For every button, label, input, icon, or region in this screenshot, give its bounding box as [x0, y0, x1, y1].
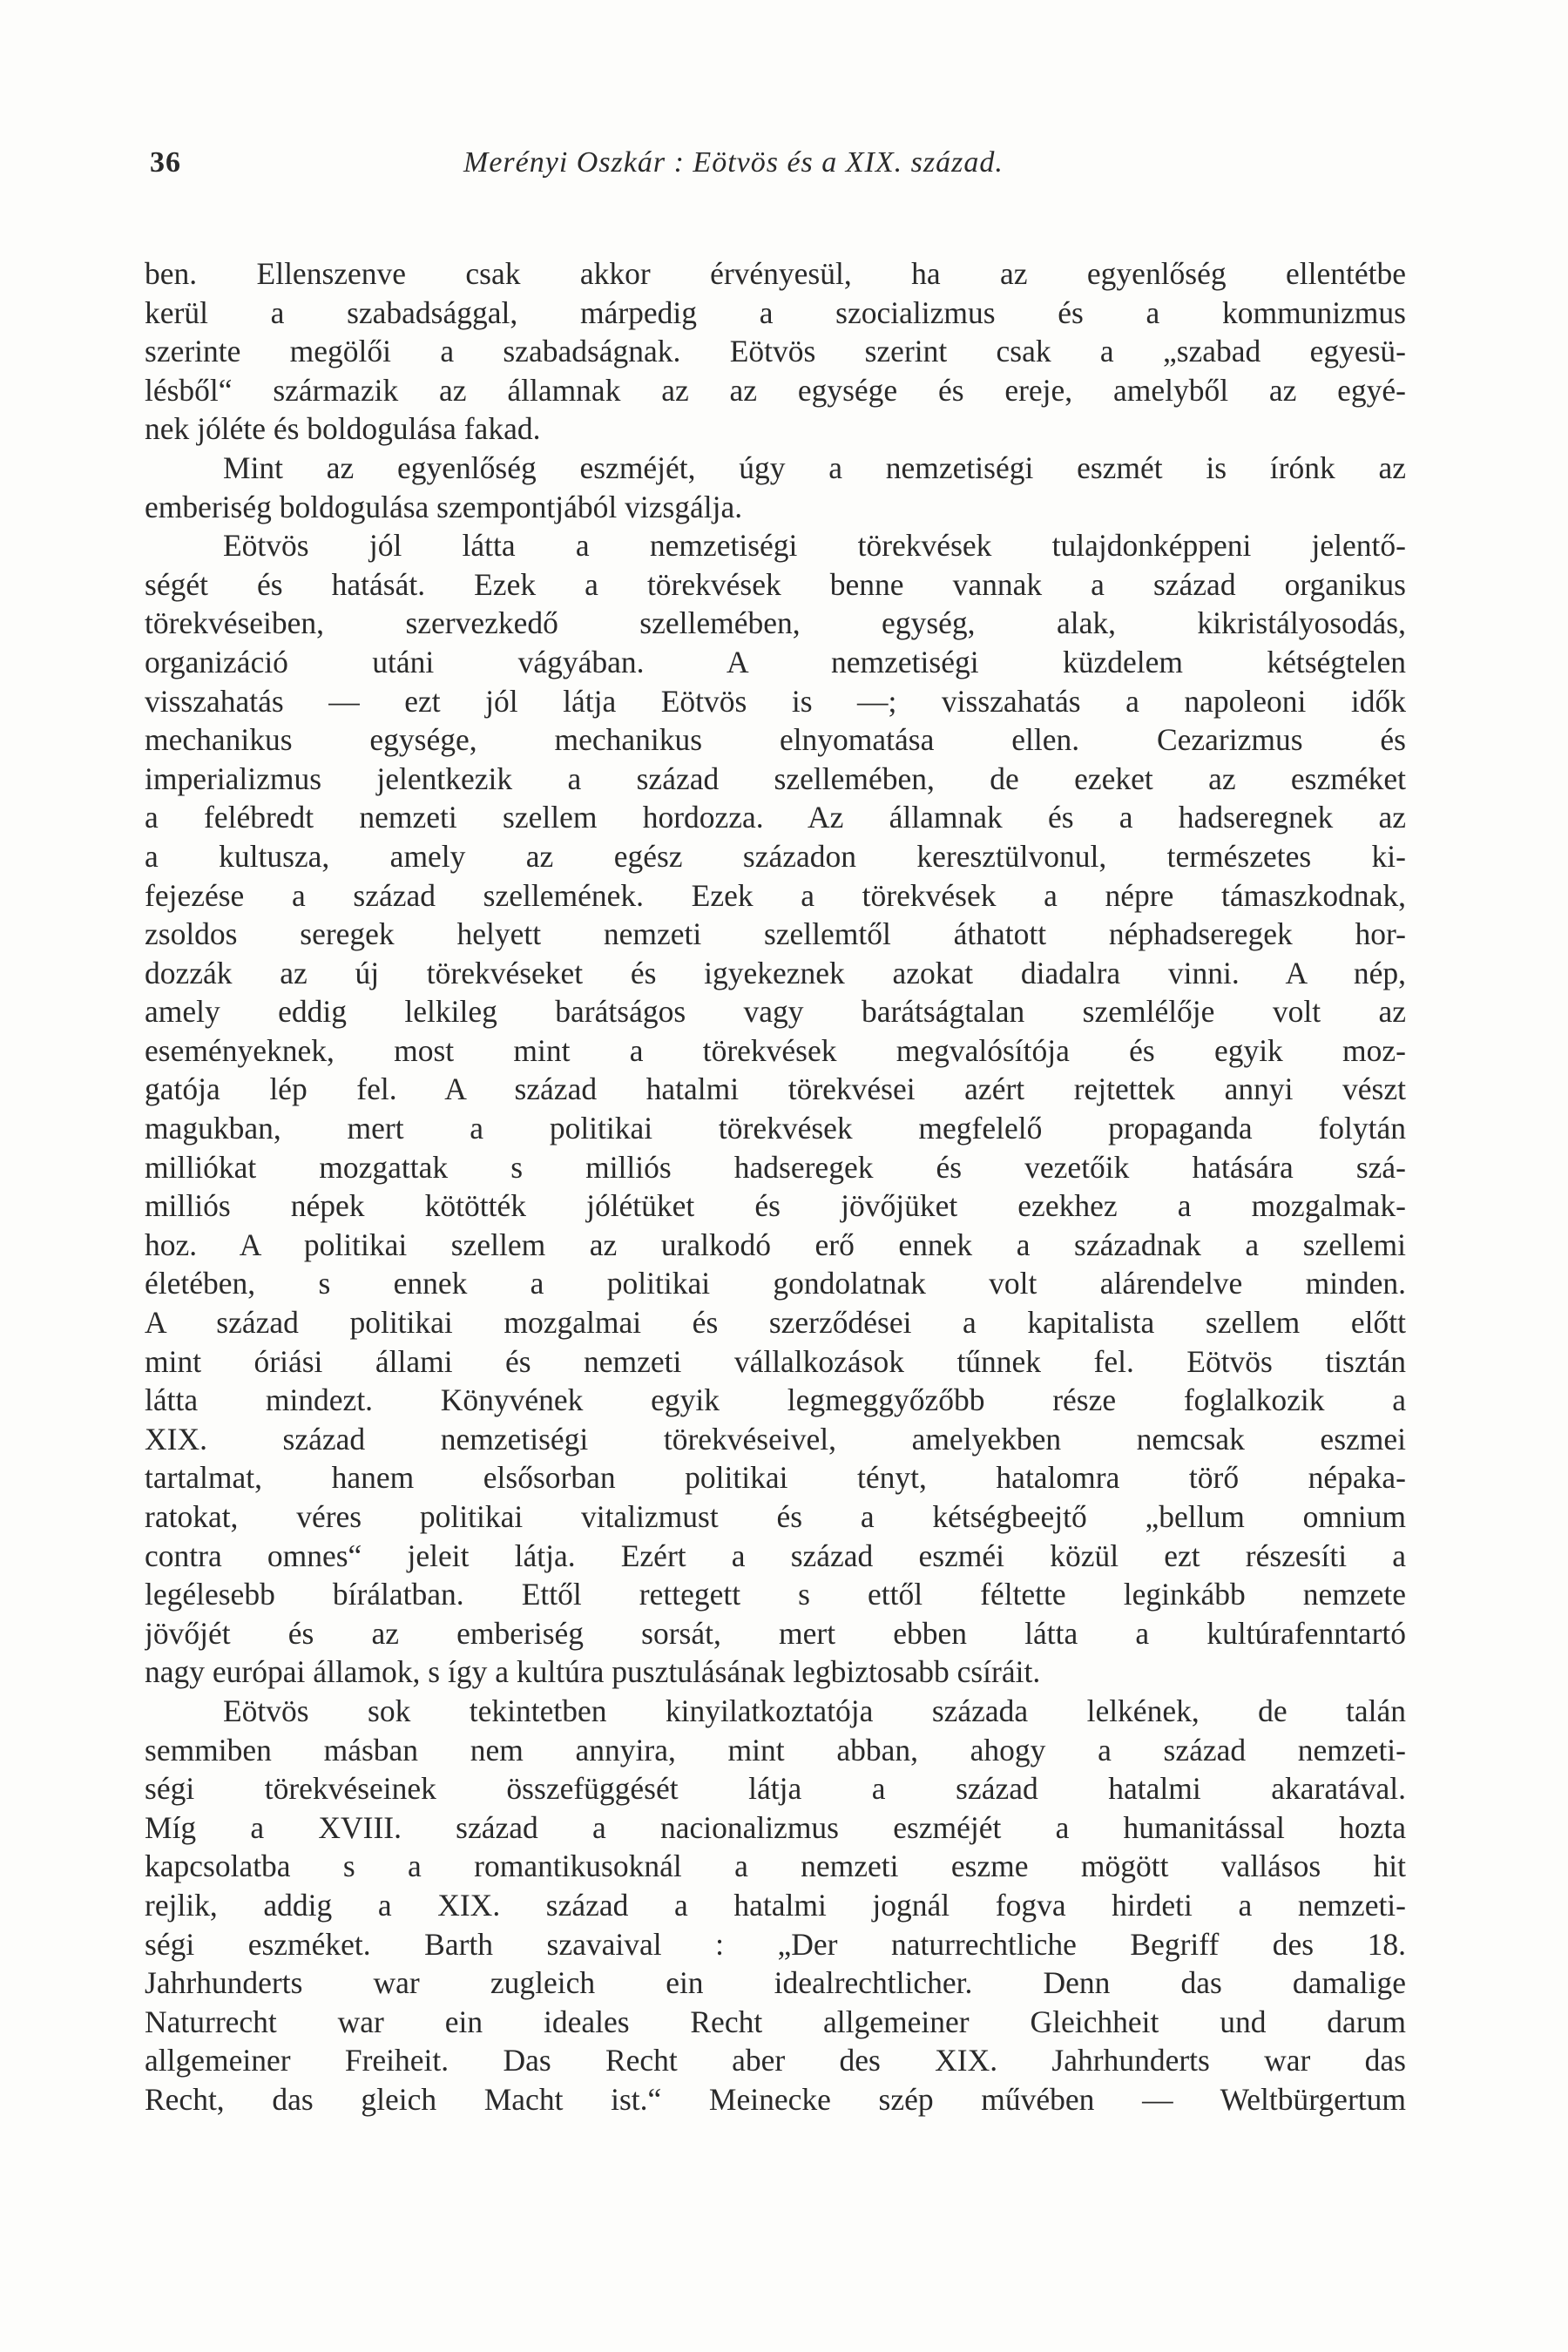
text-line: ségi törekvéseinek összefüggését látja a század hatalmi akaratával. [145, 1771, 1406, 1807]
text-line: törekvéseiben, szervezkedő szellemében, egység, alak, kikristályosodás, [145, 605, 1406, 641]
text-line: visszahatás — ezt jól látja Eötvös is —; visszahatás a napoleoni idők [145, 683, 1406, 719]
text-line: jövőjét és az emberiség sorsát, mert ebben látta a kultúrafenntartó [145, 1615, 1406, 1651]
text-line: látta mindezt. Könyvének egyik legmeggyőzőbb része foglalkozik a [145, 1382, 1406, 1418]
text-line: lésből“ származik az államnak az az egysége és ereje, amelyből az egyé- [145, 372, 1406, 408]
text-line: organizáció utáni vágyában. A nemzetiségi küzdelem kétségtelen [145, 644, 1406, 679]
text-line: ratokat, véres politikai vitalizmust és a kétségbeejtő „bellum omnium [145, 1499, 1406, 1534]
text-line: XIX. század nemzetiségi törekvéseivel, amelyekben nemcsak eszmei [145, 1421, 1406, 1456]
text-line: Eötvös jól látta a nemzetiségi törekvések tulajdonképpeni jelentő- [223, 528, 1406, 564]
text-line: magukban, mert a politikai törekvések megfelelő propaganda folytán [145, 1111, 1406, 1146]
text-line: mint óriási állami és nemzeti vállalkozások tűnnek fel. Eötvös tisztán [145, 1343, 1406, 1379]
text-line: Eötvös sok tekintetben kinyilatkoztatója százada lelkének, de talán [223, 1693, 1406, 1728]
text-line: semmiben másban nem annyira, mint abban, ahogy a század nemzeti- [145, 1732, 1406, 1767]
text-line: amely eddig lelkileg barátságos vagy barátságtalan szemlélője volt az [145, 994, 1406, 1030]
text-line: életében, s ennek a politikai gondolatnak volt alárendelve minden. [145, 1266, 1406, 1301]
page-number: 36 [150, 146, 181, 179]
text-line: ben. Ellenszenve csak akkor érvényesül, ha az egyenlőség ellentétbe [145, 256, 1406, 291]
text-line: kerül a szabadsággal, márpedig a szocializmus és a kommunizmus [145, 294, 1406, 330]
text-line: milliós népek kötötték jólétüket és jövőjüket ezekhez a mozgalmak- [145, 1188, 1406, 1224]
text-line: zsoldos seregek helyett nemzeti szellemtől áthatott néphadseregek hor- [145, 916, 1406, 952]
text-line: Mint az egyenlőség eszméjét, úgy a nemzetiségi eszmét is írónk az [223, 449, 1406, 485]
header-title: Merényi Oszkár : Eötvös és a XIX. század. [463, 146, 1004, 179]
text-line: tartalmat, hanem elsősorban politikai tényt, hatalomra törő népaka- [145, 1460, 1406, 1496]
text-line: Naturrecht war ein ideales Recht allgemeiner Gleichheit und darum [145, 2004, 1406, 2039]
text-line: emberiség boldogulása szempontjából vizsgálja. [145, 489, 743, 524]
text-line: nagy európai államok, s így a kultúra pusztulásának legbiztosabb csíráit. [145, 1654, 1041, 1690]
text-line: eseményeknek, most mint a törekvések megvalósítója és egyik moz- [145, 1032, 1406, 1068]
text-line: a felébredt nemzeti szellem hordozza. Az államnak és a hadseregnek az [145, 800, 1406, 835]
text-line: a kultusza, amely az egész századon keresztülvonul, természetes ki- [145, 838, 1406, 874]
body-text [145, 254, 1406, 2119]
text-line: milliókat mozgattak s milliós hadseregek és vezetőik hatására szá- [145, 1149, 1406, 1185]
text-line: fejezése a század szellemének. Ezek a törekvések a népre támaszkodnak, [145, 877, 1406, 913]
text-line: Jahrhunderts war zugleich ein idealrechtlicher. Denn das damalige [145, 1965, 1406, 2001]
text-line: ségét és hatását. Ezek a törekvések benne vannak a század organikus [145, 566, 1406, 602]
text-line: nek jóléte és boldogulása fakad. [145, 411, 541, 447]
text-line: szerinte megölői a szabadságnak. Eötvös szerint csak a „szabad egyesü- [145, 334, 1406, 369]
text-line: hoz. A politikai szellem az uralkodó erő ennek a századnak a szellemi [145, 1227, 1406, 1262]
text-line: legélesebb bírálatban. Ettől rettegett s ettől féltette leginkább nemzete [145, 1577, 1406, 1612]
text-line: Recht, das gleich Macht ist.“ Meinecke szép művében — Weltbürgertum [145, 2081, 1406, 2117]
text-line: Míg a XVIII. század a nacionalizmus eszméjét a humanitással hozta [145, 1809, 1406, 1845]
running-head [150, 141, 1404, 185]
text-line: rejlik, addig a XIX. század a hatalmi jognál fogva hirdeti a nemzeti- [145, 1887, 1406, 1923]
text-line: contra omnes“ jeleit látja. Ezért a század eszméi közül ezt részesíti a [145, 1538, 1406, 1573]
text-line: mechanikus egysége, mechanikus elnyomatása ellen. Cezarizmus és [145, 722, 1406, 758]
text-line: imperializmus jelentkezik a század szellemében, de ezeket az eszméket [145, 760, 1406, 796]
text-line: gatója lép fel. A század hatalmi törekvései azért rejtettek annyi vészt [145, 1071, 1406, 1107]
text-line: dozzák az új törekvéseket és igyekeznek azokat diadalra vinni. A nép, [145, 955, 1406, 990]
text-line: kapcsolatba s a romantikusoknál a nemzeti eszme mögött vallásos hit [145, 1848, 1406, 1884]
text-line: A század politikai mozgalmai és szerződései a kapitalista szellem előtt [145, 1305, 1406, 1341]
text-line: ségi eszméket. Barth szavaival : „Der naturrechtliche Begriff des 18. [145, 1926, 1406, 1962]
text-line: allgemeiner Freiheit. Das Recht aber des XIX. Jahrhunderts war das [145, 2043, 1406, 2078]
